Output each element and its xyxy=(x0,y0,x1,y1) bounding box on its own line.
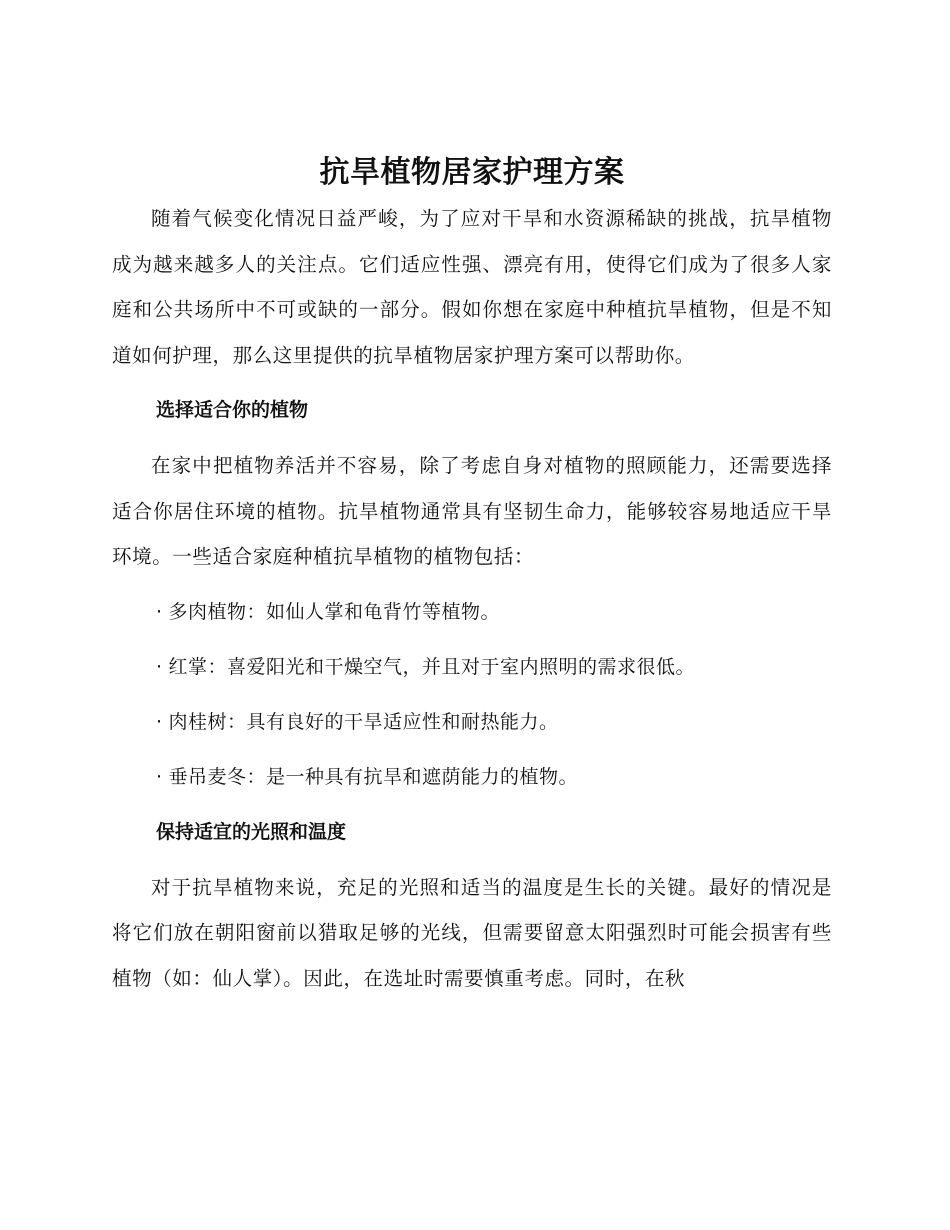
bullet-icon: · xyxy=(156,600,163,623)
bullet-icon: · xyxy=(156,765,163,788)
list-item-text: 多肉植物：如仙人掌和龟背竹等植物。 xyxy=(168,600,501,623)
intro-paragraph: 随着气候变化情况日益严峻，为了应对干旱和水资源稀缺的挑战，抗旱植物成为越来越多人的关注点。它们适应性强、漂亮有用，使得它们成为了很多人家庭和公共场所中不可或缺的一部分。假如你想在家庭中种植抗旱植物，但是不知道如何护理，那么这里提供的抗旱植物居家护理方案可以帮助你。 xyxy=(112,207,832,367)
bullet-icon: · xyxy=(156,710,163,733)
bullet-icon: · xyxy=(156,655,163,678)
list-item-text: 垂吊麦冬：是一种具有抗旱和遮荫能力的植物。 xyxy=(168,765,579,788)
document-body xyxy=(112,150,832,1001)
list-item xyxy=(112,645,832,690)
list-item xyxy=(112,590,832,635)
section-heading-light-temperature: 保持适宜的光照和温度 xyxy=(156,820,347,843)
list-item xyxy=(112,755,832,800)
section-heading-choose-plants: 选择适合你的植物 xyxy=(156,399,309,421)
list-item-text: 红掌：喜爱阳光和干燥空气，并且对于室内照明的需求很低。 xyxy=(168,655,696,678)
document-title: 抗旱植物居家护理方案 xyxy=(319,155,625,190)
list-item-text: 肉桂树：具有良好的干旱适应性和耐热能力。 xyxy=(168,710,559,733)
section-paragraph-choose-plants: 在家中把植物养活并不容易，除了考虑自身对植物的照顾能力，还需要选择适合你居住环境的植物。抗旱植物通常具有坚韧生命力，能够较容易地适应干旱环境。一些适合家庭种植抗旱植物的植物包括： xyxy=(112,454,832,568)
section-paragraph-light-temperature: 对于抗旱植物来说，充足的光照和适当的温度是生长的关键。最好的情况是将它们放在朝阳窗前以猎取足够的光线，但需要留意太阳强烈时可能会损害有些植物（如：仙人掌）。因此，在选址时需要慎重考虑。同时，在秋 xyxy=(112,875,832,990)
list-item xyxy=(112,700,832,745)
